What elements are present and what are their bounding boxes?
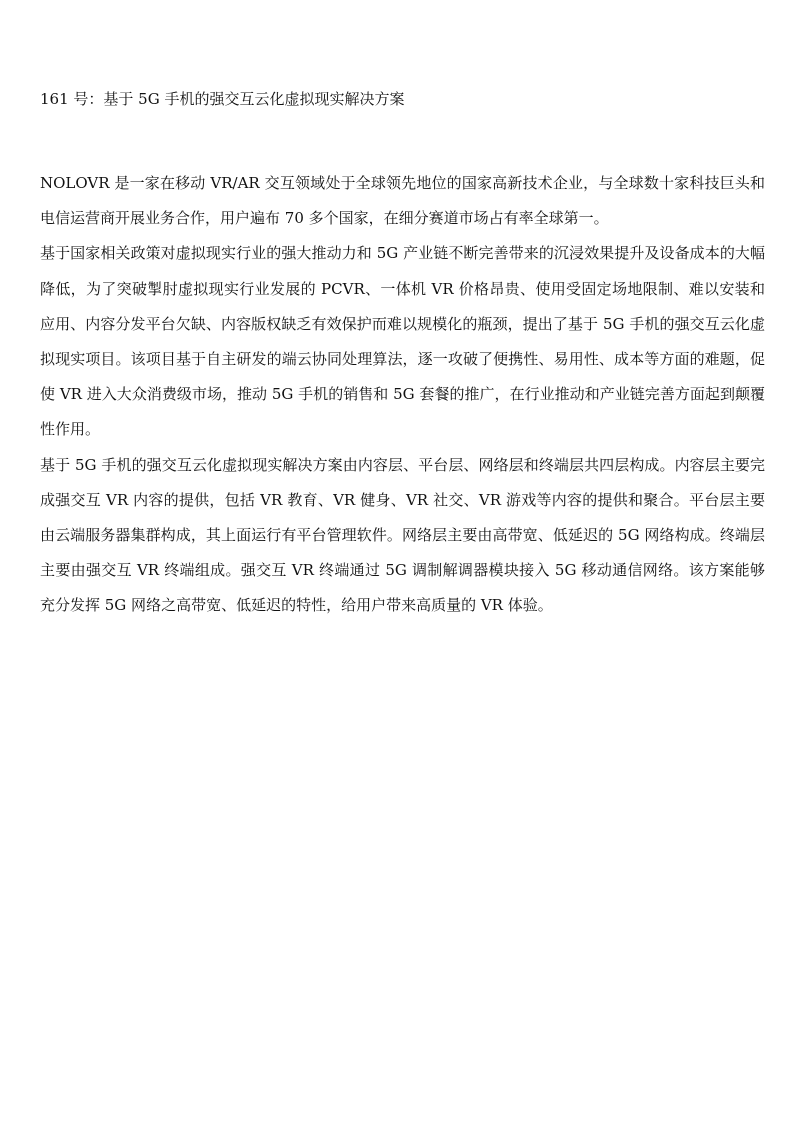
paragraph-project-background: 基于国家相关政策对虚拟现实行业的强大推动力和 5G 产业链不断完善带来的沉浸效果提升及设备成本的大幅降低，为了突破掣肘虚拟现实行业发展的 PCVR、一体机 VR 价格昂贵、使用受固定场地限制、难以安装和应用、内容分发平台欠缺、内容版权缺乏有效保护而难以规模化的瓶颈，提出了基于 5G 手机的强交互云化虚拟现实项目。该项目基于自主研发的端云协同处理算法，逐一攻破了便携性、易用性、成本等方面的难题，促使 VR 进入大众消费级市场，推动 5G 手机的销售和 5G 套餐的推广，在行业推动和产业链完善方面起到颠覆性作用。 xyxy=(40,244,765,439)
paragraph-company-intro: NOLOVR 是一家在移动 VR/AR 交互领域处于全球领先地位的国家高新技术企业，与全球数十家科技巨头和电信运营商开展业务合作，用户遍布 70 多个国家，在细分赛道市场占有率全球第一。 xyxy=(40,174,765,228)
document-body xyxy=(40,166,765,624)
document-title: 161 号：基于 5G 手机的强交互云化虚拟现实解决方案 xyxy=(40,90,405,108)
paragraph-solution-architecture: 基于 5G 手机的强交互云化虚拟现实解决方案由内容层、平台层、网络层和终端层共四层构成。内容层主要完成强交互 VR 内容的提供，包括 VR 教育、VR 健身、VR 社交、VR 游戏等内容的提供和聚合。平台层主要由云端服务器集群构成，其上面运行有平台管理软件。网络层主要由高带宽、低延迟的 5G 网络构成。终端层主要由强交互 VR 终端组成。强交互 VR 终端通过 5G 调制解调器模块接入 5G 移动通信网络。该方案能够充分发挥 5G 网络之高带宽、低延迟的特性，给用户带来高质量的 VR 体验。 xyxy=(40,455,765,615)
